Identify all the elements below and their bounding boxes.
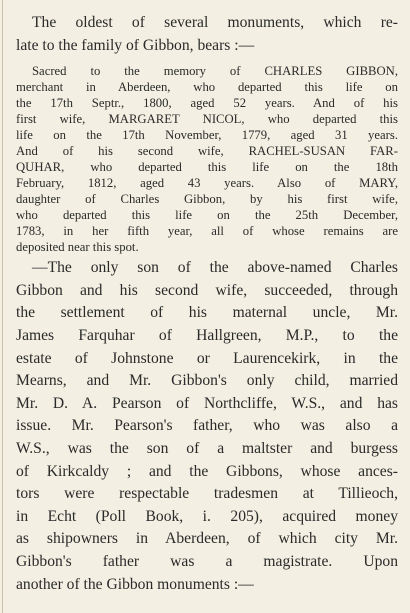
text-line: as shipowners in Aberdeen, of which city Mr. — [16, 530, 398, 548]
page-edge-rule — [2, 0, 3, 613]
inscription-line: daughter of Charles Gibbon, by his first wife, — [16, 192, 398, 207]
inscription-line: QUHAR, who departed this life on the 18th — [16, 160, 398, 175]
text-line: tors were respectable tradesmen at Tillieoch, — [16, 485, 398, 503]
text-line: The oldest of several monuments, which re- — [32, 14, 398, 31]
text-line: the settlement of his maternal uncle, Mr. — [16, 304, 398, 322]
monument-inscription — [16, 63, 398, 255]
text-line: another of the Gibbon monuments :— — [16, 575, 254, 593]
inscription-line: life on the 17th November, 1779, aged 31 years. — [16, 128, 398, 143]
text-line: late to the family of Gibbon, bears :— — [16, 36, 255, 54]
text-line: of Kirkcaldy ; and the Gibbons, whose ances- — [16, 462, 398, 480]
intro-paragraph — [16, 12, 398, 57]
inscription-line: February, 1812, aged 43 years. Also of MARY, — [16, 176, 398, 191]
text-line: Mearns, and Mr. Gibbon's only child, married — [16, 372, 398, 390]
text-line: W.S., was the son of a maltster and burgess — [16, 439, 398, 457]
text-line: in Echt (Poll Book, i. 205), acquired money — [16, 507, 398, 525]
body-paragraph — [16, 257, 398, 596]
text-line: Gibbon's father was a magistrate. Upon — [16, 552, 398, 570]
text-line: issue. Mr. Pearson's father, who was also a — [16, 417, 398, 435]
inscription-line: the 17th Septr., 1800, aged 52 years. And of his — [16, 96, 398, 111]
text-line: Gibbon and his second wife, succeeded, through — [16, 281, 398, 299]
text-line: —The only son of the above-named Charles — [32, 259, 398, 277]
inscription-line: Sacred to the memory of CHARLES GIBBON, — [32, 64, 398, 79]
inscription-line: first wife, MARGARET NICOL, who departed this — [16, 112, 398, 127]
inscription-line: who departed this life on the 25th December, — [16, 208, 398, 223]
inscription-line: 1783, in her fifth year, all of whose remains are — [16, 224, 398, 239]
text-line: Mr. D. A. Pearson of Northcliffe, W.S., and has — [16, 394, 398, 412]
text-line: estate of Johnstone or Laurencekirk, in the — [16, 349, 398, 367]
text-line: James Farquhar of Hallgreen, M.P., to the — [16, 326, 398, 344]
inscription-line: And of his second wife, RACHEL-SUSAN FAR- — [16, 144, 398, 159]
inscription-line: merchant in Aberdeen, who departed this life on — [16, 80, 398, 95]
inscription-line: deposited near this spot. — [16, 240, 139, 255]
